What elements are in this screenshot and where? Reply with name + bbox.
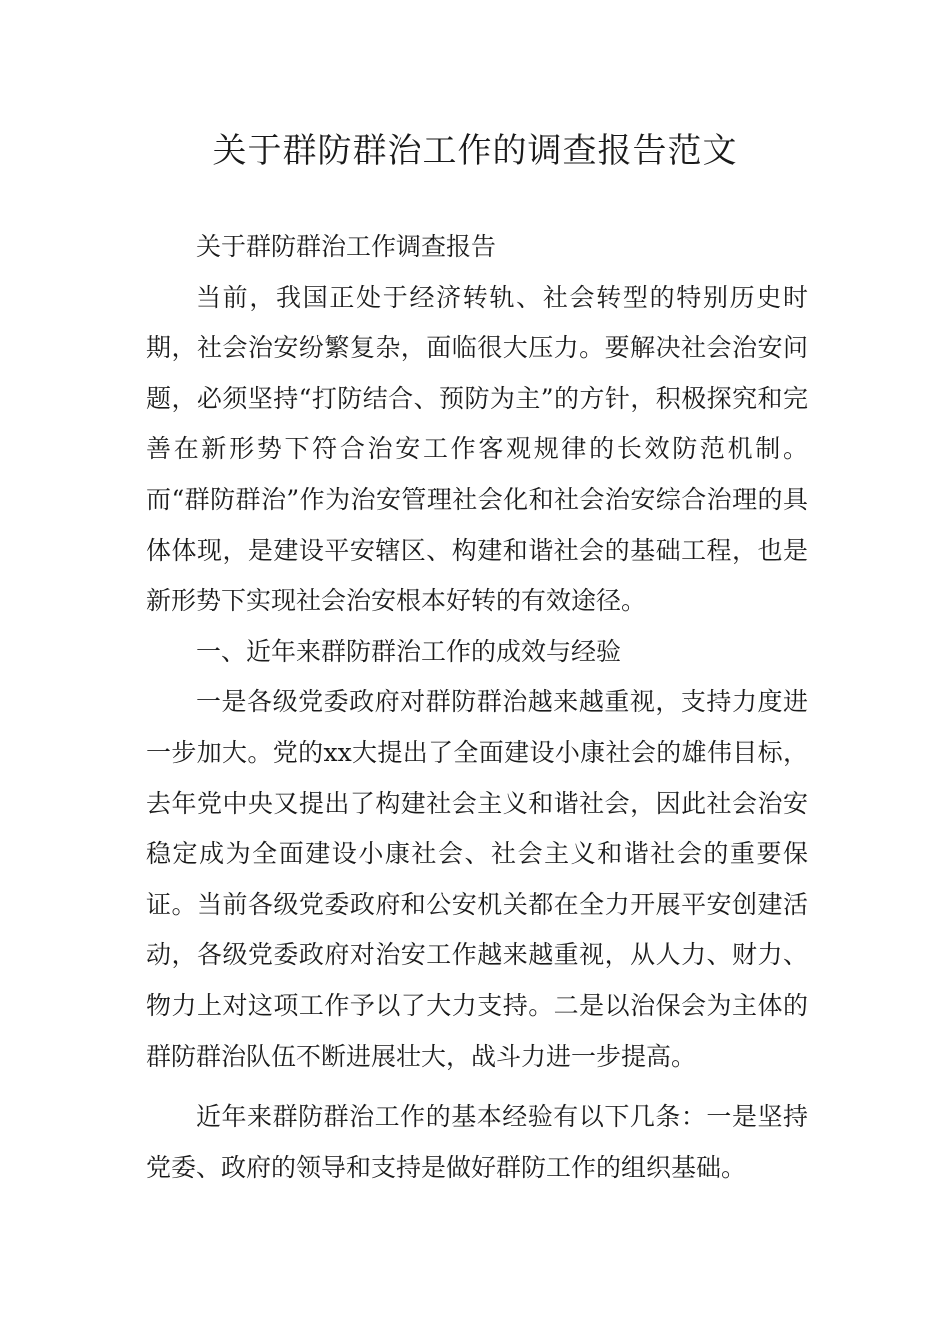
- experience-paragraph: 近年来群防群治工作的基本经验有以下几条：一是坚持党委、政府的领导和支持是做好群防工作的组织基础。: [146, 1102, 808, 1182]
- section-heading: 一、近年来群防群治工作的成效与经验: [196, 636, 622, 666]
- document-body: [146, 222, 808, 1193]
- document-title: 关于群防群治工作的调查报告范文: [212, 131, 738, 171]
- results-paragraph: 一是各级党委政府对群防群治越来越重视，支持力度进一步加大。党的xx大提出了全面建设小康社会的雄伟目标，去年党中央又提出了构建社会主义和谐社会，因此社会治安稳定成为全面建设小康社会、社会主义和谐社会的重要保证。当前各级党委政府和公安机关都在全力开展平安创建活动，各级党委政府对治安工作越来越重视，从人力、财力、物力上对这项工作予以了大力支持。二是以治保会为主体的群防群治队伍不断进展壮大，战斗力进一步提高。: [146, 687, 808, 1071]
- report-subtitle: 关于群防群治工作调查报告: [196, 232, 497, 261]
- intro-paragraph: 当前，我国正处于经济转轨、社会转型的特别历史时期，社会治安纷繁复杂，面临很大压力。要解决社会治安问题，必须坚持“打防结合、预防为主”的方针，积极探究和完善在新形势下符合治安工作客观规律的长效防范机制。而“群防群治”作为治安管理社会化和社会治安综合治理的具体体现，是建设平安辖区、构建和谐社会的基础工程，也是新形势下实现社会治安根本好转的有效途径。: [146, 282, 808, 616]
